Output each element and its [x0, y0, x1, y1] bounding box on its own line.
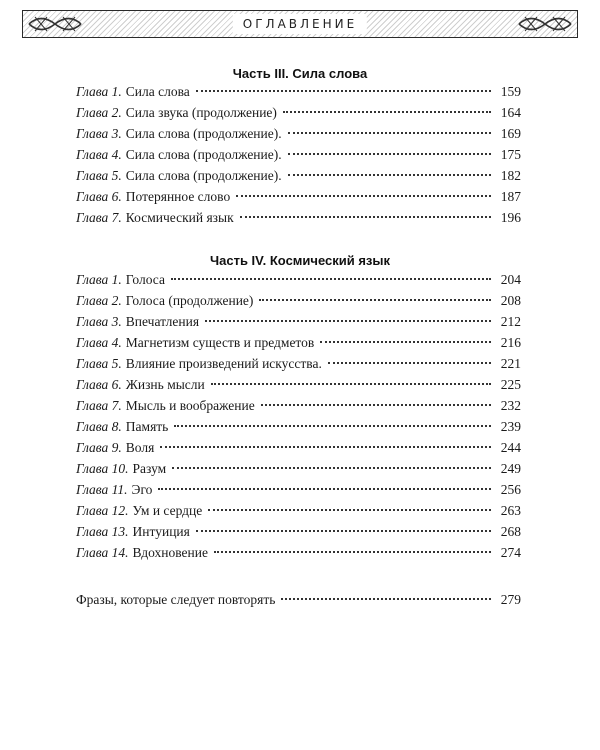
toc-entry[interactable] [76, 398, 521, 419]
chapter-label: Глава 14. [76, 545, 129, 560]
chapter-title: Сила звука (продолжение) [125, 105, 277, 120]
chapter-title: Разум [132, 461, 167, 476]
toc-entry[interactable] [76, 314, 521, 335]
chapter-title: Мысль и воображение [125, 398, 255, 413]
chapter-title: Голоса [125, 272, 165, 287]
chapter-label: Глава 12. [76, 503, 129, 518]
toc-entry[interactable] [76, 189, 521, 210]
page-number: 216 [500, 335, 521, 350]
chapter-label: Глава 4. [76, 147, 122, 162]
chapter-label: Глава 1. [76, 272, 122, 287]
chapter-title: Магнетизм существ и предметов [125, 335, 315, 350]
dot-leader [171, 278, 491, 280]
page-header-title: ОГЛАВЛЕНИЕ [233, 14, 367, 34]
chapter-title: Сила слова (продолжение). [125, 126, 282, 141]
page-number: 187 [500, 189, 521, 204]
toc-entry[interactable] [76, 545, 521, 566]
page-number: 175 [500, 147, 521, 162]
page-number: 263 [500, 503, 521, 518]
page-number: 208 [500, 293, 521, 308]
toc-entry[interactable] [76, 482, 521, 503]
celtic-knot-ornament-right [517, 13, 573, 35]
dot-leader [196, 530, 491, 532]
chapter-label: Глава 6. [76, 189, 122, 204]
celtic-knot-ornament-left [27, 13, 83, 35]
chapter-label: Глава 5. [76, 168, 122, 183]
page-number: 232 [500, 398, 521, 413]
part-title: Часть III. Сила слова [232, 66, 368, 81]
chapter-label: Глава 3. [76, 314, 122, 329]
dot-leader [214, 551, 491, 553]
dot-leader [196, 90, 491, 92]
chapter-label: Глава 13. [76, 524, 129, 539]
dot-leader [281, 598, 491, 600]
toc-entry[interactable] [76, 335, 521, 356]
toc-list-part-3 [76, 84, 521, 231]
page-number: 204 [500, 272, 521, 287]
dot-leader [288, 132, 491, 134]
page-number: 225 [500, 377, 521, 392]
dot-leader [160, 446, 491, 448]
toc-entry[interactable] [76, 168, 521, 189]
chapter-title: Сила слова (продолжение). [125, 147, 282, 162]
toc-entry[interactable] [76, 105, 521, 126]
chapter-label: Глава 10. [76, 461, 129, 476]
dot-leader [236, 195, 491, 197]
chapter-label: Глава 11. [76, 482, 128, 497]
toc-entry[interactable] [76, 503, 521, 524]
chapter-title: Эго [131, 482, 153, 497]
page-header [22, 10, 578, 38]
page-number: 249 [500, 461, 521, 476]
page-number: 164 [500, 105, 521, 120]
dot-leader [283, 111, 491, 113]
dot-leader [205, 320, 491, 322]
toc-entry[interactable] [76, 147, 521, 168]
dot-leader [288, 174, 491, 176]
chapter-title: Влияние произведений искусства. [125, 356, 322, 371]
chapter-label: Глава 7. [76, 398, 122, 413]
dot-leader [320, 341, 491, 343]
chapter-title: Сила слова (продолжение). [125, 168, 282, 183]
toc-entry[interactable] [76, 524, 521, 545]
chapter-title: Воля [125, 440, 155, 455]
chapter-title: Впечатления [125, 314, 200, 329]
dot-leader [328, 362, 491, 364]
page-number: 268 [500, 524, 521, 539]
dot-leader [240, 216, 491, 218]
chapter-label: Глава 9. [76, 440, 122, 455]
dot-leader [211, 383, 491, 385]
chapter-title: Память [125, 419, 169, 434]
closing-title: Фразы, которые следует повторять [76, 592, 276, 607]
toc-entry[interactable] [76, 419, 521, 440]
dot-leader [208, 509, 491, 511]
chapter-label: Глава 2. [76, 293, 122, 308]
chapter-title: Голоса (продолжение) [125, 293, 254, 308]
chapter-title: Интуиция [132, 524, 190, 539]
toc-entry[interactable] [76, 272, 521, 293]
page-number: 196 [500, 210, 521, 225]
toc-entry[interactable] [76, 84, 521, 105]
page-number: 274 [500, 545, 521, 560]
dot-leader [174, 425, 491, 427]
dot-leader [158, 488, 491, 490]
toc-entry[interactable] [76, 461, 521, 482]
chapter-label: Глава 8. [76, 419, 122, 434]
chapter-title: Сила слова [125, 84, 190, 99]
toc-entry-phrases[interactable] [76, 592, 521, 613]
page-number: 159 [500, 84, 521, 99]
toc-entry[interactable] [76, 126, 521, 147]
dot-leader [172, 467, 491, 469]
toc-entry[interactable] [76, 210, 521, 231]
page-number: 239 [500, 419, 521, 434]
page-number: 221 [500, 356, 521, 371]
toc-list-part-4 [76, 272, 521, 566]
chapter-label: Глава 6. [76, 377, 122, 392]
chapter-label: Глава 2. [76, 105, 122, 120]
toc-entry[interactable] [76, 356, 521, 377]
chapter-label: Глава 3. [76, 126, 122, 141]
page-number: 256 [500, 482, 521, 497]
dot-leader [261, 404, 491, 406]
page-number: 279 [500, 592, 521, 607]
toc-entry[interactable] [76, 440, 521, 461]
dot-leader [288, 153, 491, 155]
chapter-label: Глава 7. [76, 210, 122, 225]
chapter-label: Глава 5. [76, 356, 122, 371]
chapter-title: Ум и сердце [132, 503, 203, 518]
chapter-title: Потерянное слово [125, 189, 231, 204]
chapter-label: Глава 1. [76, 84, 122, 99]
page-number: 244 [500, 440, 521, 455]
dot-leader [259, 299, 491, 301]
page-number: 169 [500, 126, 521, 141]
chapter-title: Космический язык [125, 210, 234, 225]
part-title: Часть IV. Космический язык [209, 253, 390, 268]
chapter-title: Жизнь мысли [125, 377, 205, 392]
page-number: 212 [500, 314, 521, 329]
page-number: 182 [500, 168, 521, 183]
toc-entry[interactable] [76, 293, 521, 314]
chapter-label: Глава 4. [76, 335, 122, 350]
toc-entry[interactable] [76, 377, 521, 398]
chapter-title: Вдохновение [132, 545, 208, 560]
